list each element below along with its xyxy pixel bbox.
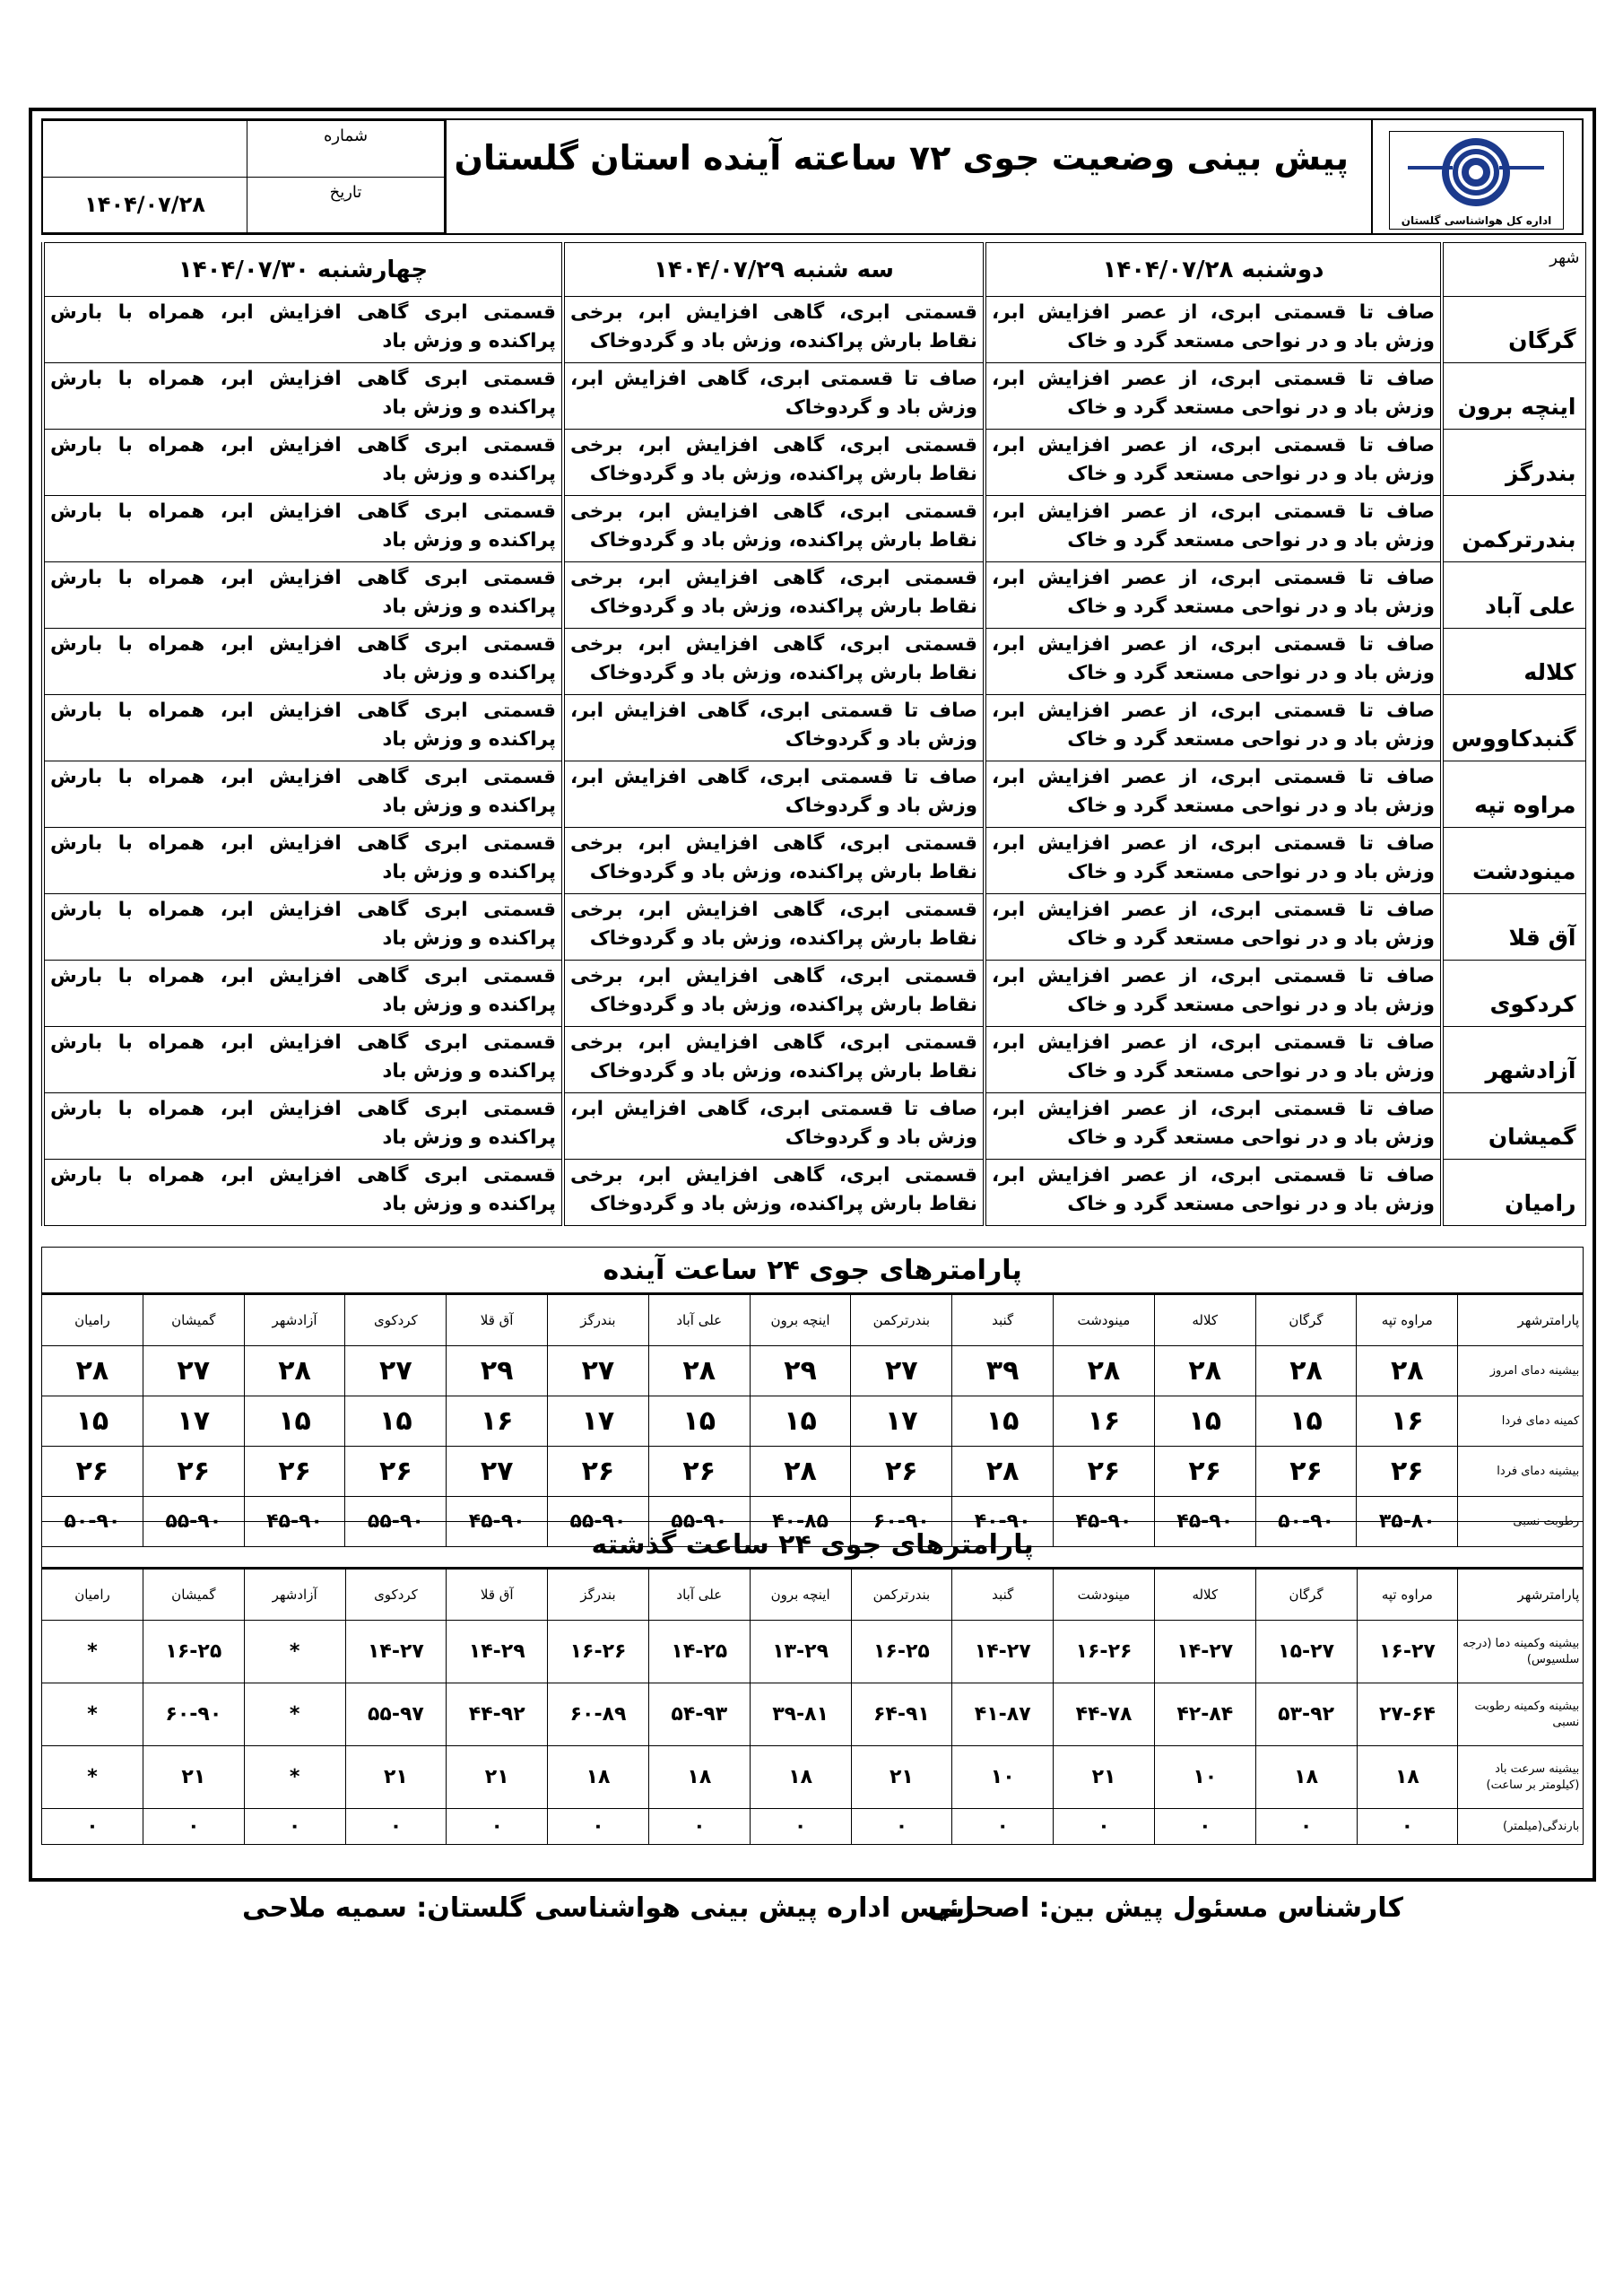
params-value: ۵۳-۹۲: [1255, 1683, 1357, 1746]
params-city-header: مراوه تپه: [1357, 1569, 1458, 1621]
params-value: *: [244, 1683, 345, 1746]
params-row: [42, 1447, 1584, 1497]
params-value: ۶۰-۸۹: [548, 1683, 649, 1746]
forecast-row: [43, 430, 1585, 496]
params-city-header: بندرترکمن: [851, 1294, 952, 1346]
params-value: ۲۹: [750, 1346, 851, 1396]
forecast-row: [43, 961, 1585, 1027]
city-name: علی آباد: [1442, 562, 1585, 629]
params-city-header: کلاله: [1154, 1569, 1255, 1621]
params-value: ۲۶: [1357, 1447, 1458, 1497]
params-value: ۲۱: [345, 1746, 447, 1809]
params-row: [42, 1746, 1584, 1809]
forecast-cell-day1: صاف تا قسمتی ابری، از عصر افزایش ابر، وزش باد و در نواحی مستعد گرد و خاک: [985, 1160, 1442, 1226]
params-next-title: پارامترهای جوی ۲۴ ساعت آینده: [42, 1248, 1584, 1294]
forecast-cell-day2: قسمتی ابری، گاهی افزایش ابر، برخی نقاط بارش پراکنده، وزش باد و گردوخاک: [563, 430, 985, 496]
params-value: ۵۵-۹۰: [143, 1497, 244, 1547]
forecast-row: [43, 761, 1585, 828]
forecast-cell-day3: قسمتی ابری گاهی افزایش ابر، همراه با بارش پراکنده و وزش باد: [43, 1160, 563, 1226]
forecast-cell-day1: صاف تا قسمتی ابری، از عصر افزایش ابر، وزش باد و در نواحی مستعد گرد و خاک: [985, 828, 1442, 894]
params-header-row: [42, 1569, 1584, 1621]
params-value: ۴۵-۹۰: [1054, 1497, 1155, 1547]
params-value: ۱۸: [750, 1746, 851, 1809]
params-value: ۲۸: [1357, 1346, 1458, 1396]
params-value: ۲۸: [1054, 1346, 1155, 1396]
forecast-cell-day1: صاف تا قسمتی ابری، از عصر افزایش ابر، وزش باد و در نواحی مستعد گرد و خاک: [985, 1093, 1442, 1160]
params-value: ۲۶: [648, 1447, 750, 1497]
params-value: ۲۸: [42, 1346, 143, 1396]
params-value: ۴۲-۸۴: [1154, 1683, 1255, 1746]
params-value: ۱۳-۲۹: [750, 1621, 851, 1683]
forecast-cell-day2: قسمتی ابری، گاهی افزایش ابر، برخی نقاط بارش پراکنده، وزش باد و گردوخاک: [563, 629, 985, 695]
params-value: ۲۶: [42, 1447, 143, 1497]
city-name: گنبدکاووس: [1442, 695, 1585, 761]
params-value: ۱۴-۲۷: [952, 1621, 1054, 1683]
params-header-row: [42, 1294, 1584, 1346]
params-value: ۳۵-۸۰: [1357, 1497, 1458, 1547]
params-value: ۰: [345, 1809, 447, 1845]
params-value: ۲۶: [345, 1447, 447, 1497]
params-city-header: گمیشان: [143, 1569, 244, 1621]
params-value: ۰: [42, 1809, 143, 1845]
params-value: ۱۴-۲۵: [648, 1621, 750, 1683]
forecast-cell-day3: قسمتی ابری گاهی افزایش ابر، همراه با بارش پراکنده و وزش باد: [43, 894, 563, 961]
params-value: ۱۴-۲۷: [1154, 1621, 1255, 1683]
forecast-row: [43, 695, 1585, 761]
params-value: ۲۸: [244, 1346, 345, 1396]
params-value: ۶۰-۹۰: [851, 1497, 952, 1547]
params-city-header: آق قلا: [447, 1294, 548, 1346]
params-value: *: [244, 1746, 345, 1809]
forecast-cell-day1: صاف تا قسمتی ابری، از عصر افزایش ابر، وزش باد و در نواحی مستعد گرد و خاک: [985, 430, 1442, 496]
params-value: ۲۶: [1054, 1447, 1155, 1497]
forecast-cell-day2: صاف تا قسمتی ابری، گاهی افزایش ابر، وزش باد و گردوخاک: [563, 363, 985, 430]
params-row-label: کمینه دمای فردا: [1458, 1396, 1584, 1447]
params-value: ۱۶-۲۶: [1054, 1621, 1155, 1683]
params-value: ۱۵: [1154, 1396, 1255, 1447]
params-value: ۱۸: [548, 1746, 649, 1809]
forecast-row: [43, 828, 1585, 894]
forecast-cell-day2: قسمتی ابری، گاهی افزایش ابر، برخی نقاط بارش پراکنده، وزش باد و گردوخاک: [563, 297, 985, 363]
params-value: ۲۱: [1054, 1746, 1155, 1809]
params-value: ۵۵-۹۰: [548, 1497, 649, 1547]
params-value: ۱۷: [548, 1396, 649, 1447]
params-city-header: گرگان: [1255, 1294, 1357, 1346]
params-city-header: مینودشت: [1054, 1569, 1155, 1621]
params-value: ۰: [548, 1809, 649, 1845]
params-value: ۱۵: [1255, 1396, 1357, 1447]
params-value: ۲۶: [1154, 1447, 1255, 1497]
forecast-row: [43, 894, 1585, 961]
params-row-label: رطوبت نسبی: [1458, 1497, 1584, 1547]
params-value: ۶۰-۹۰: [143, 1683, 244, 1746]
params-row: [42, 1346, 1584, 1396]
forecast-cell-day1: صاف تا قسمتی ابری، از عصر افزایش ابر، وزش باد و در نواحی مستعد گرد و خاک: [985, 562, 1442, 629]
forecast-row: [43, 1093, 1585, 1160]
params-row: [42, 1683, 1584, 1746]
params-value: ۵۰-۹۰: [1255, 1497, 1357, 1547]
params-row-label: بیشینه دمای امروز: [1458, 1346, 1584, 1396]
forecast-cell-day2: قسمتی ابری، گاهی افزایش ابر، برخی نقاط بارش پراکنده، وزش باد و گردوخاک: [563, 828, 985, 894]
number-value: [43, 121, 247, 178]
params-value: ۳۹: [952, 1346, 1054, 1396]
params-value: ۴۵-۹۰: [447, 1497, 548, 1547]
forecast-cell-day3: قسمتی ابری گاهی افزایش ابر، همراه با بارش پراکنده و وزش باد: [43, 496, 563, 562]
params-value: ۲۸: [1255, 1346, 1357, 1396]
params-value: ۱۵: [750, 1396, 851, 1447]
number-label: شماره: [247, 121, 445, 178]
params-value: ۴۰-۹۰: [952, 1497, 1054, 1547]
forecast-cell-day3: قسمتی ابری گاهی افزایش ابر، همراه با بارش پراکنده و وزش باد: [43, 562, 563, 629]
params-value: ۴۵-۹۰: [1154, 1497, 1255, 1547]
forecast-row: [43, 562, 1585, 629]
forecast-cell-day2: قسمتی ابری، گاهی افزایش ابر، برخی نقاط بارش پراکنده، وزش باد و گردوخاک: [563, 496, 985, 562]
params-next-24h-table: [41, 1247, 1584, 1547]
meta-box: [43, 120, 447, 233]
params-value: ۲۶: [851, 1447, 952, 1497]
forecast-cell-day3: قسمتی ابری گاهی افزایش ابر، همراه با بارش پراکنده و وزش باد: [43, 828, 563, 894]
params-value: ۱۸: [1255, 1746, 1357, 1809]
head-signature: رئیس اداره پیش بینی هواشناسی گلستان: سمیه ملاحی: [242, 1892, 975, 1924]
params-value: *: [42, 1621, 143, 1683]
params-value: ۲۷: [345, 1346, 447, 1396]
city-name: کلاله: [1442, 629, 1585, 695]
params-value: ۱۶: [1054, 1396, 1155, 1447]
params-value: ۰: [1255, 1809, 1357, 1845]
params-city-header: آق قلا: [447, 1569, 548, 1621]
params-value: ۱۰: [952, 1746, 1054, 1809]
params-value: ۵۵-۹۰: [648, 1497, 750, 1547]
params-city-header: آزادشهر: [244, 1294, 345, 1346]
params-row: [42, 1396, 1584, 1447]
params-value: ۲۹: [447, 1346, 548, 1396]
params-value: ۲۱: [851, 1746, 952, 1809]
forecast-cell-day2: قسمتی ابری، گاهی افزایش ابر، برخی نقاط بارش پراکنده، وزش باد و گردوخاک: [563, 1160, 985, 1226]
params-city-header: آزادشهر: [244, 1569, 345, 1621]
forecast-cell-day3: قسمتی ابری گاهی افزایش ابر، همراه با بارش پراکنده و وزش باد: [43, 1093, 563, 1160]
params-value: ۱۵: [952, 1396, 1054, 1447]
params-past-24h-table: [41, 1521, 1584, 1845]
params-value: ۴۴-۹۲: [447, 1683, 548, 1746]
params-row-label: بیشینه وکمینه رطوبت نسبی: [1458, 1683, 1584, 1746]
params-value: ۲۸: [750, 1447, 851, 1497]
params-value: ۲۷-۶۴: [1357, 1683, 1458, 1746]
day-header-2: سه شنبه ۱۴۰۴/۰۷/۲۹: [563, 243, 985, 297]
date-value: ۱۴۰۴/۰۷/۲۸: [43, 177, 247, 233]
params-value: ۰: [1054, 1809, 1155, 1845]
city-column-header: شهر: [1442, 243, 1585, 297]
params-value: ۱۸: [648, 1746, 750, 1809]
params-value: ۱۶-۲۶: [548, 1621, 649, 1683]
city-name: گمیشان: [1442, 1093, 1585, 1160]
day-header-1: دوشنبه ۱۴۰۴/۰۷/۲۸: [985, 243, 1442, 297]
forecast-cell-day1: صاف تا قسمتی ابری، از عصر افزایش ابر، وزش باد و در نواحی مستعد گرد و خاک: [985, 629, 1442, 695]
params-value: ۱۴-۲۹: [447, 1621, 548, 1683]
params-row-label: بارندگی(میلمتر): [1458, 1809, 1584, 1845]
forecast-cell-day1: صاف تا قسمتی ابری، از عصر افزایش ابر، وزش باد و در نواحی مستعد گرد و خاک: [985, 695, 1442, 761]
forecast-cell-day3: قسمتی ابری گاهی افزایش ابر، همراه با بارش پراکنده و وزش باد: [43, 629, 563, 695]
params-value: ۵۰-۹۰: [42, 1497, 143, 1547]
params-city-header: کلاله: [1154, 1294, 1255, 1346]
params-row-label: بیشینه سرعت باد (کیلومتر بر ساعت): [1458, 1746, 1584, 1809]
params-city-header: گرگان: [1255, 1569, 1357, 1621]
params-value: ۱۵-۲۷: [1255, 1621, 1357, 1683]
city-name: گرگان: [1442, 297, 1585, 363]
forecast-cell-day1: صاف تا قسمتی ابری، از عصر افزایش ابر، وزش باد و در نواحی مستعد گرد و خاک: [985, 894, 1442, 961]
params-past-title: پارامترهای جوی ۲۴ ساعت گذشته: [42, 1522, 1584, 1569]
city-name: مراوه تپه: [1442, 761, 1585, 828]
params-value: ۲۷: [548, 1346, 649, 1396]
city-name: آزادشهر: [1442, 1027, 1585, 1093]
params-city-header: بندرگز: [548, 1294, 649, 1346]
forecast-cell-day1: صاف تا قسمتی ابری، از عصر افزایش ابر، وزش باد و در نواحی مستعد گرد و خاک: [985, 1027, 1442, 1093]
forecast-cell-day3: قسمتی ابری گاهی افزایش ابر، همراه با بارش پراکنده و وزش باد: [43, 363, 563, 430]
forecast-row: [43, 363, 1585, 430]
forecast-cell-day3: قسمتی ابری گاهی افزایش ابر، همراه با بارش پراکنده و وزش باد: [43, 297, 563, 363]
forecast-cell-day3: قسمتی ابری گاهی افزایش ابر، همراه با بارش پراکنده و وزش باد: [43, 430, 563, 496]
params-value: ۰: [750, 1809, 851, 1845]
params-value: ۱۴-۲۷: [345, 1621, 447, 1683]
params-value: ۱۵: [648, 1396, 750, 1447]
params-value: ۱۶-۲۵: [851, 1621, 952, 1683]
forecast-row: [43, 496, 1585, 562]
forecast-cell-day1: صاف تا قسمتی ابری، از عصر افزایش ابر، وزش باد و در نواحی مستعد گرد و خاک: [985, 761, 1442, 828]
params-value: *: [244, 1621, 345, 1683]
params-value: ۱۵: [244, 1396, 345, 1447]
params-city-header: مراوه تپه: [1357, 1294, 1458, 1346]
params-value: ۲۱: [447, 1746, 548, 1809]
forecast-cell-day2: قسمتی ابری، گاهی افزایش ابر، برخی نقاط بارش پراکنده، وزش باد و گردوخاک: [563, 1027, 985, 1093]
params-row: [42, 1809, 1584, 1845]
day-header-3: چهارشنبه ۱۴۰۴/۰۷/۳۰: [43, 243, 563, 297]
page-title: پیش بینی وضعیت جوی ۷۲ ساعته آینده استان گلستان: [454, 138, 1349, 178]
forecast-cell-day2: قسمتی ابری، گاهی افزایش ابر، برخی نقاط بارش پراکنده، وزش باد و گردوخاک: [563, 894, 985, 961]
params-city-header: رامیان: [42, 1294, 143, 1346]
params-city-header: کردکوی: [345, 1294, 447, 1346]
params-city-header: گنبد: [952, 1294, 1054, 1346]
params-value: ۱۶-۲۷: [1357, 1621, 1458, 1683]
params-value: ۱۷: [851, 1396, 952, 1447]
forecast-cell-day3: قسمتی ابری گاهی افزایش ابر، همراه با بارش پراکنده و وزش باد: [43, 761, 563, 828]
city-name: رامیان: [1442, 1160, 1585, 1226]
forecast-cell-day3: قسمتی ابری گاهی افزایش ابر، همراه با بارش پراکنده و وزش باد: [43, 1027, 563, 1093]
meteorological-organization-logo: [1389, 131, 1564, 230]
params-value: ۳۹-۸۱: [750, 1683, 851, 1746]
params-value: ۱۶: [1357, 1396, 1458, 1447]
params-value: ۰: [1154, 1809, 1255, 1845]
forecast-cell-day1: صاف تا قسمتی ابری، از عصر افزایش ابر، وزش باد و در نواحی مستعد گرد و خاک: [985, 496, 1442, 562]
params-value: ۴۴-۷۸: [1054, 1683, 1155, 1746]
params-value: *: [42, 1746, 143, 1809]
city-name: کردکوی: [1442, 961, 1585, 1027]
params-value: ۲۷: [143, 1346, 244, 1396]
params-value: ۲۷: [851, 1346, 952, 1396]
params-city-header: اینچه برون: [750, 1294, 851, 1346]
forecast-cell-day1: صاف تا قسمتی ابری، از عصر افزایش ابر، وزش باد و در نواحی مستعد گرد و خاک: [985, 961, 1442, 1027]
header: [41, 118, 1584, 235]
city-name: بندرگز: [1442, 430, 1585, 496]
forecast-cell-day2: قسمتی ابری، گاهی افزایش ابر، برخی نقاط بارش پراکنده، وزش باد و گردوخاک: [563, 961, 985, 1027]
params-value: ۵۴-۹۳: [648, 1683, 750, 1746]
params-value: ۱۵: [345, 1396, 447, 1447]
params-value: ۲۶: [1255, 1447, 1357, 1497]
params-value: ۰: [851, 1809, 952, 1845]
params-corner: پارامترشهر: [1458, 1569, 1584, 1621]
params-value: ۲۶: [143, 1447, 244, 1497]
forecast-sheet: [29, 108, 1596, 1882]
params-value: ۲۸: [1154, 1346, 1255, 1396]
params-value: ۴۰-۸۵: [750, 1497, 851, 1547]
city-name: آق قلا: [1442, 894, 1585, 961]
forecast-cell-day1: صاف تا قسمتی ابری، از عصر افزایش ابر، وزش باد و در نواحی مستعد گرد و خاک: [985, 363, 1442, 430]
city-name: مینودشت: [1442, 828, 1585, 894]
params-value: ۰: [952, 1809, 1054, 1845]
params-city-header: گنبد: [952, 1569, 1054, 1621]
params-value: ۲۸: [952, 1447, 1054, 1497]
params-city-header: رامیان: [42, 1569, 143, 1621]
params-city-header: اینچه برون: [750, 1569, 851, 1621]
forecast-cell-day3: قسمتی ابری گاهی افزایش ابر، همراه با بارش پراکنده و وزش باد: [43, 961, 563, 1027]
params-value: ۰: [1357, 1809, 1458, 1845]
forecast-cell-day1: صاف تا قسمتی ابری، از عصر افزایش ابر، وزش باد و در نواحی مستعد گرد و خاک: [985, 297, 1442, 363]
logo-caption: اداره کل هواشناسی گلستان: [1401, 214, 1552, 227]
params-value: ۰: [447, 1809, 548, 1845]
params-value: ۲۸: [648, 1346, 750, 1396]
params-corner: پارامترشهر: [1458, 1294, 1584, 1346]
params-value: ۱۸: [1357, 1746, 1458, 1809]
city-name: بندرترکمن: [1442, 496, 1585, 562]
params-value: ۲۷: [447, 1447, 548, 1497]
params-value: ۴۵-۹۰: [244, 1497, 345, 1547]
params-city-header: کردکوی: [345, 1569, 447, 1621]
params-value: ۲۶: [548, 1447, 649, 1497]
params-value: ۱۶: [447, 1396, 548, 1447]
params-value: ۱۰: [1154, 1746, 1255, 1809]
city-name: اینچه برون: [1442, 363, 1585, 430]
logo-emblem-icon: [1390, 132, 1563, 213]
forecast-row: [43, 1160, 1585, 1226]
params-value: *: [42, 1683, 143, 1746]
forecast-cell-day2: صاف تا قسمتی ابری، گاهی افزایش ابر، وزش باد و گردوخاک: [563, 695, 985, 761]
params-value: ۵۵-۹۰: [345, 1497, 447, 1547]
params-value: ۲۱: [143, 1746, 244, 1809]
params-value: ۴۱-۸۷: [952, 1683, 1054, 1746]
logo-box: [1371, 120, 1582, 233]
params-value: ۵۵-۹۷: [345, 1683, 447, 1746]
params-city-header: مینودشت: [1054, 1294, 1155, 1346]
params-value: ۲۶: [244, 1447, 345, 1497]
forecast-cell-day2: قسمتی ابری، گاهی افزایش ابر، برخی نقاط بارش پراکنده، وزش باد و گردوخاک: [563, 562, 985, 629]
forecaster-signature: کارشناس مسئول پیش بین: اصحابی: [927, 1892, 1403, 1924]
params-value: ۱۵: [42, 1396, 143, 1447]
params-row-label: بیشینه وکمینه دما (درجه سلسیوس): [1458, 1621, 1584, 1683]
params-city-header: علی آباد: [648, 1569, 750, 1621]
forecast-table: [41, 242, 1586, 1226]
params-row: [42, 1621, 1584, 1683]
forecast-row: [43, 1027, 1585, 1093]
params-value: ۰: [648, 1809, 750, 1845]
params-row-label: بیشینه دمای فردا: [1458, 1447, 1584, 1497]
params-city-header: گمیشان: [143, 1294, 244, 1346]
params-city-header: بندرگز: [548, 1569, 649, 1621]
footer: [0, 1892, 1623, 1937]
params-city-header: علی آباد: [648, 1294, 750, 1346]
forecast-cell-day2: صاف تا قسمتی ابری، گاهی افزایش ابر، وزش باد و گردوخاک: [563, 1093, 985, 1160]
params-value: ۰: [143, 1809, 244, 1845]
forecast-row: [43, 629, 1585, 695]
params-value: ۱۷: [143, 1396, 244, 1447]
date-label: تاریخ: [247, 177, 445, 233]
params-value: ۱۶-۲۵: [143, 1621, 244, 1683]
forecast-cell-day2: صاف تا قسمتی ابری، گاهی افزایش ابر، وزش باد و گردوخاک: [563, 761, 985, 828]
params-city-header: بندرترکمن: [851, 1569, 952, 1621]
forecast-row: [43, 297, 1585, 363]
params-value: ۰: [244, 1809, 345, 1845]
forecast-cell-day3: قسمتی ابری گاهی افزایش ابر، همراه با بارش پراکنده و وزش باد: [43, 695, 563, 761]
params-value: ۶۴-۹۱: [851, 1683, 952, 1746]
